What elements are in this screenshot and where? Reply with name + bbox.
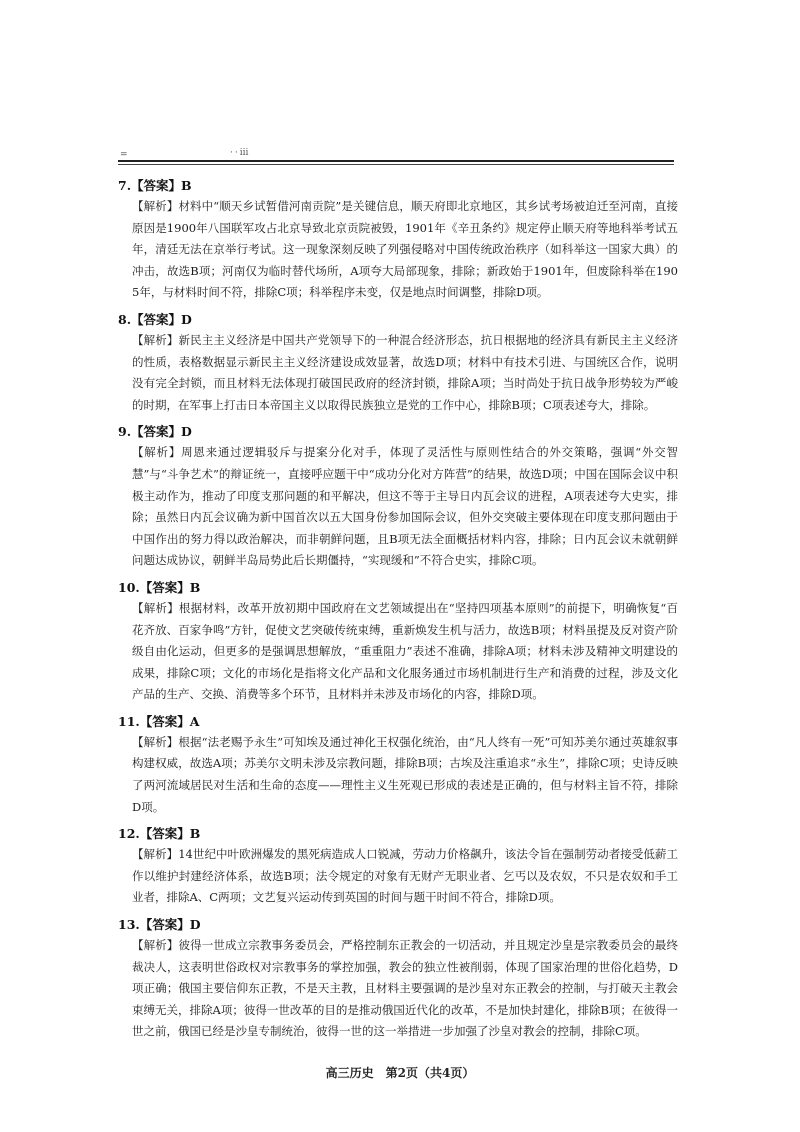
question-item-11 (118, 712, 678, 818)
answer-label: 11.【答案】A (118, 713, 200, 729)
answer-label: 13.【答案】D (118, 917, 201, 933)
header-rule (118, 160, 674, 165)
answer-label: 8.【答案】D (118, 311, 192, 327)
page-footer: 高三历史 第2页（共4页） (325, 1066, 475, 1080)
analysis-text: 【解析】周恩来通过逻辑驳斥与提案分化对手，体现了灵活性与原则性结合的外交策略，强调“外交智慧”与“斗争艺术”的辩证统一，直接呼应题干中“成功分化对方阵营”的结果，故选D项；中国在国际会议中积极主动作为，推动了印度支那问题的和平解决，但这不等于主导日内瓦会议的进程，A项表述夸大史实，排除；虽然日内瓦会议确为新中国首次以五大国身份参加国际会议，但外交突破主要体现在印度支那问题由于中国作出的努力得以政治解决，而非朝鲜问题，且B项无法全面概括材料内容，排除；日内瓦会议未就朝鲜问题达成协议，朝鲜半岛局势此后长期僵持，“实现缓和”不符合史实，排除C项。 (132, 445, 678, 568)
question-item-13 (118, 915, 678, 1043)
analysis-text: 【解析】根据“法老赐予永生”可知埃及通过神化王权强化统治，由“凡人终有一死”可知苏美尔通过英雄叙事构建权威，故选A项；苏美尔文明未涉及宗教问题，排除B项；古埃及注重追求“永生”，排除C项；史诗反映了两河流域居民对生活和生命的态度——理性主义生死观已形成的表述是正确的，但与材料主旨不符，排除D项。 (132, 734, 678, 814)
question-item-7 (118, 176, 678, 304)
question-item-8 (118, 310, 678, 416)
question-item-12 (118, 824, 678, 909)
answer-label: 10.【答案】B (118, 579, 201, 595)
answer-content (118, 176, 678, 1049)
analysis-text: 【解析】材料中“顺天乡试暂借河南贡院”是关键信息，顺天府即北京地区，其乡试考场被迫迁至河南，直接原因是1900年八国联军攻占北京导致北京贡院被毁，1901年《辛丑条约》规定停止顺天府等地科举考试五年，清廷无法在京举行考试。这一现象深刻反映了列强侵略对中国传统政治秩序（如科举这一国家大典）的冲击，故选B项；河南仅为临时替代场所，A项夸大局部现象，排除；新政始于1901年，但废除科举在1905年，与材料时间不符，排除C项；科举程序未变，仅是地点时间调整，排除D项。 (132, 199, 678, 300)
analysis-text: 【解析】新民主主义经济是中国共产党领导下的一种混合经济形态，抗日根据地的经济具有新民主主义经济的性质，表格数据显示新民主主义经济建设成效显著，故选D项；材料中有技术引进、与国统区合作，说明没有完全封锁，而且材料无法体现打破国民政府的经济封锁，排除A项；当时尚处于抗日战争形势较为严峻的时期，在军事上打击日本帝国主义以取得民族独立是党的工作中心，排除B项；C项表述夸大，排除。 (132, 332, 678, 412)
answer-label: 7.【答案】B (118, 178, 192, 193)
answer-label: 12.【答案】B (118, 826, 201, 842)
header-mark-left: = (120, 150, 128, 160)
analysis-text: 【解析】14世纪中叶欧洲爆发的黑死病造成人口锐减，劳动力价格飙升，该法令旨在强制劳动者接受低薪工作以维护封建经济体系，故选B项；法令规定的对象有无财产无职业者、乞丐以及农奴，不只是农奴和手工业者，排除A、C两项；文艺复兴运动传到英国的时间与题干时间不符合，排除D项。 (132, 847, 678, 905)
question-item-9 (118, 422, 678, 572)
question-item-10 (118, 578, 678, 706)
analysis-text: 【解析】彼得一世成立宗教事务委员会，严格控制东正教会的一切活动，并且规定沙皇是宗教委员会的最终裁决人，这表明世俗政权对宗教事务的掌控加强，教会的独立性被削弱，体现了国家治理的世俗化趋势，D项正确；俄国主要信仰东正教，不是天主教，且材料主要强调的是沙皇对东正教会的控制，与打破天主教会束缚无关，排除A项；彼得一世改革的目的是推动俄国近代化的改革，不是加快封建化，排除B项；在彼得一世之前，俄国已经是沙皇专制统治，彼得一世的这一举措进一步加强了沙皇对教会的控制，排除C项。 (132, 938, 678, 1039)
analysis-text: 【解析】根据材料，改革开放初期中国政府在文艺领域提出在“坚持四项基本原则”的前提下，明确恢复“百花齐放、百家争鸣”方针，促使文艺突破传统束缚，重新焕发生机与活力，故选B项；材料虽提及反对资产阶级自由化运动，但更多的是强调思想解放，“重重阻力”表述不准确，排除A项；材料未涉及精神文明建设的成果，排除C项；文化的市场化是指将文化产品和文化服务通过市场机制进行生产和消费的过程，涉及文化产品的生产、交换、消费等多个环节，且材料并未涉及市场化的内容，排除D项。 (132, 600, 678, 702)
answer-label: 9.【答案】D (118, 424, 192, 440)
header-mark-center: ··ⅲ (230, 148, 251, 158)
